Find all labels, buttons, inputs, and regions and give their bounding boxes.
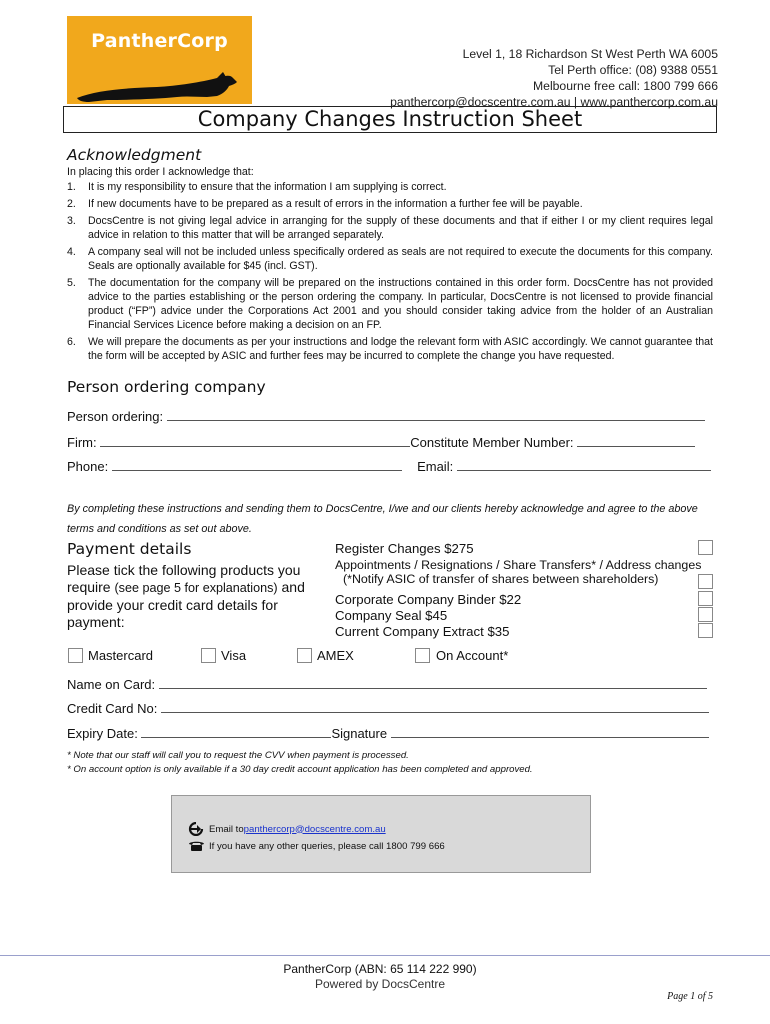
credit-card-label: Credit Card No: <box>67 701 158 716</box>
payment-notes <box>67 749 533 777</box>
expiry-signature-row <box>67 725 709 741</box>
constitute-member-number-label: Constitute Member Number: <box>410 435 574 450</box>
checkbox-mastercard[interactable] <box>68 648 83 663</box>
signature-label: Signature <box>331 726 388 741</box>
term-number: 6. <box>67 336 76 348</box>
email-field[interactable] <box>457 458 711 471</box>
phone-label: Phone: <box>67 459 109 474</box>
name-on-card-row <box>67 676 707 692</box>
expiry-label: Expiry Date: <box>67 726 138 741</box>
person-ordering-label: Person ordering: <box>67 409 164 424</box>
checkbox-company-binder[interactable] <box>698 591 713 606</box>
page-title: Company Changes Instruction Sheet <box>63 106 717 133</box>
term-number: 4. <box>67 246 76 258</box>
payment-instructions <box>67 562 317 631</box>
credit-card-field[interactable] <box>161 700 709 713</box>
checkbox-company-seal[interactable] <box>698 607 713 622</box>
firm-row <box>67 434 695 450</box>
telephone-icon <box>188 840 205 852</box>
name-on-card-label: Name on Card: <box>67 677 156 692</box>
person-section-heading: Person ordering company <box>67 378 266 396</box>
payment-instruction-tail: and provide your credit card details for payment: <box>67 579 305 630</box>
term-item <box>67 214 713 242</box>
checkbox-appointments[interactable] <box>698 574 713 589</box>
email-prefix: Email to <box>209 823 244 835</box>
footer-abn: PantherCorp (ABN: 65 114 222 990) <box>283 962 477 976</box>
phone-email-row <box>67 458 711 474</box>
panthercorp-logo <box>67 16 252 104</box>
acknowledgment-intro: In placing this order I acknowledge that: <box>67 166 254 178</box>
account-note: * On account option is only available if a 30 day credit account application has been completed and approved. <box>67 764 533 775</box>
checkbox-amex[interactable] <box>297 648 312 663</box>
term-text: The documentation for the company will be prepared on the instructions contained in this order form. DocsCentre has not provided advice to the parties establishing or the person ordering the company. In particular, DocsCentre is not licensed to provide financial product (“FP”) advice under the Corporations Act 2001 and you should consider taking advice from the holder of an Australian Financial Services Licence before making a decision on an FP. <box>88 277 713 331</box>
email-arrow-icon <box>188 822 204 836</box>
page-number: Page 1 of 5 <box>667 991 713 1002</box>
firm-field[interactable] <box>100 434 410 447</box>
payment-heading: Payment details <box>67 540 192 558</box>
contact-phone-text: If you have any other queries, please call 1800 799 666 <box>209 840 445 852</box>
term-item <box>67 335 713 363</box>
payment-instruction-text: Please tick the following products you require <box>67 562 301 595</box>
term-item <box>67 245 713 273</box>
contact-email-row <box>188 822 386 836</box>
phone-field[interactable] <box>112 458 402 471</box>
company-address <box>390 46 718 110</box>
freecall-line: Melbourne free call: 1800 799 666 <box>533 79 718 93</box>
contact-box <box>171 795 591 873</box>
term-item <box>67 197 713 211</box>
term-text: It is my responsibility to ensure that the information I am supplying is correct. <box>88 181 447 193</box>
footer-divider <box>0 955 770 956</box>
product-appointments: Appointments / Resignations / Share Transfers* / Address changes <box>335 558 702 572</box>
term-item <box>67 180 713 194</box>
product-company-binder: Corporate Company Binder $22 <box>335 592 522 607</box>
product-company-seal: Company Seal $45 <box>335 608 448 623</box>
product-register-changes: Register Changes $275 <box>335 541 474 556</box>
person-ordering-field[interactable] <box>167 408 705 421</box>
cvv-note: * Note that our staff will call you to request the CVV when payment is processed. <box>67 750 409 761</box>
term-number: 3. <box>67 215 76 227</box>
on-account-label: On Account* <box>436 648 509 663</box>
payment-instruction-note: (see page 5 for explanations) <box>114 581 278 595</box>
signature-field[interactable] <box>391 725 709 738</box>
footer-powered-by: Powered by DocsCentre <box>314 977 446 991</box>
address-line: Level 1, 18 Richardson St West Perth WA 6005 <box>462 47 718 61</box>
term-text: If new documents have to be prepared as a result of errors in the information a further fee will be payable. <box>88 198 583 210</box>
firm-label: Firm: <box>67 435 97 450</box>
term-text: A company seal will not be included unless specifically ordered as seals are not required to execute the documents for this company. Seals are optionally available for $45 (incl. GST). <box>88 246 713 272</box>
acknowledgment-statement: By completing these instructions and sending them to DocsCentre, I/we and our clients hereby acknowledge and agree to the above terms and conditions as set out above. <box>67 503 698 535</box>
amex-label: AMEX <box>317 648 354 663</box>
product-company-extract: Current Company Extract $35 <box>335 624 510 639</box>
term-text: DocsCentre is not giving legal advice in arranging for the supply of these documents and that if either I or my client requires legal advice in relation to this matter that will be arranged separately. <box>88 215 713 241</box>
mastercard-label: Mastercard <box>88 648 154 663</box>
terms-list <box>67 180 713 366</box>
expiry-field[interactable] <box>141 725 331 738</box>
phone-line: Tel Perth office: (08) 9388 0551 <box>548 63 718 77</box>
constitute-member-number-field[interactable] <box>577 434 695 447</box>
name-on-card-field[interactable] <box>159 676 707 689</box>
person-ordering-row <box>67 408 705 424</box>
term-number: 2. <box>67 198 76 210</box>
term-text: We will prepare the documents as per your instructions and lodge the relevant form with ASIC accordingly. We cannot guarantee that the form will be accepted by ASIC and further fees may be incurred to complete the change you have requested. <box>88 336 713 362</box>
checkbox-company-extract[interactable] <box>698 623 713 638</box>
logo-wordmark: PantherCorp <box>91 30 228 52</box>
checkbox-visa[interactable] <box>201 648 216 663</box>
web-line: panthercorp@docscentre.com.au | www.panthercorp.com.au <box>390 95 718 109</box>
panther-icon <box>67 60 252 104</box>
term-item <box>67 276 713 332</box>
checkbox-on-account[interactable] <box>415 648 430 663</box>
credit-card-row <box>67 700 709 716</box>
contact-phone-row <box>188 840 445 852</box>
product-appointments-note: (*Notify ASIC of transfer of shares between shareholders) <box>343 572 659 586</box>
contact-email-link[interactable]: panthercorp@docscentre.com.au <box>243 823 386 835</box>
visa-label: Visa <box>221 648 247 663</box>
checkbox-register-changes[interactable] <box>698 540 713 555</box>
term-number: 1. <box>67 181 76 193</box>
acknowledgment-heading: Acknowledgment <box>67 146 202 164</box>
term-number: 5. <box>67 277 76 289</box>
email-label: Email: <box>417 459 454 474</box>
